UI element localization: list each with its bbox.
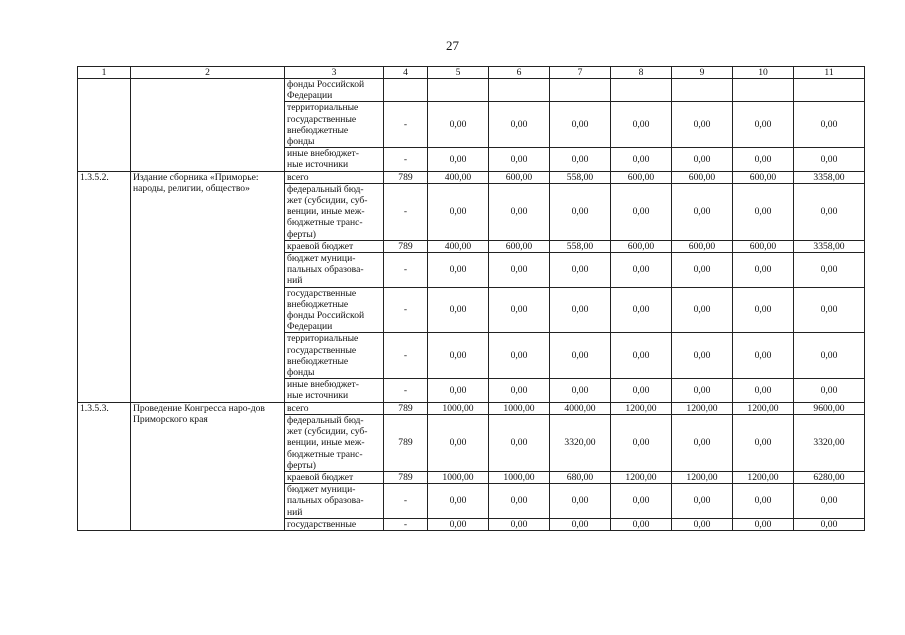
value-cell [611,79,672,102]
funding-source-line: ферты) [287,459,316,471]
funding-source-line: ные источники [287,390,349,402]
value-cell: 600,00 [733,240,794,252]
funding-source-line: фонды [287,136,315,148]
funding-source [285,379,384,402]
value-cell: 0,00 [794,183,865,240]
value-cell: 1000,00 [489,402,550,414]
value-cell: 0,00 [550,253,611,288]
value-cell: 0,00 [550,484,611,519]
table-row [78,402,865,414]
value-cell: 789 [384,240,428,252]
value-cell: 0,00 [794,379,865,402]
value-cell: 1200,00 [611,471,672,483]
value-cell: 0,00 [550,379,611,402]
value-cell: 3320,00 [794,414,865,471]
value-cell: 0,00 [794,102,865,148]
value-cell [672,79,733,102]
value-cell: 0,00 [611,484,672,519]
value-cell: 0,00 [611,253,672,288]
value-cell: - [384,518,428,530]
value-cell: 0,00 [550,148,611,171]
funding-source-line: всего [287,402,309,414]
funding-source [285,471,384,483]
value-cell: 0,00 [428,253,489,288]
value-cell: 0,00 [489,414,550,471]
value-cell: 0,00 [550,287,611,333]
value-cell: 0,00 [672,148,733,171]
funding-source-line: краевой бюджет [287,240,354,252]
value-cell: 0,00 [733,414,794,471]
funding-source-line: фонды Российской [287,79,365,90]
column-number: 11 [794,67,865,79]
value-cell: 600,00 [672,171,733,183]
value-cell: 0,00 [428,287,489,333]
value-cell: 0,00 [794,333,865,379]
funding-source-line: государственные [287,287,357,299]
funding-source-line: государственные [287,113,357,125]
value-cell: 0,00 [672,102,733,148]
value-cell: 0,00 [672,379,733,402]
funding-source-line: территориальные [287,102,359,114]
table-row [78,79,865,102]
value-cell: 0,00 [733,287,794,333]
value-cell: 0,00 [550,518,611,530]
value-cell: 0,00 [672,183,733,240]
value-cell: 0,00 [489,484,550,519]
column-number: 7 [550,67,611,79]
item-name: Проведение Конгресса наро-дов Приморского края [131,402,285,530]
value-cell [794,79,865,102]
item-name [131,79,285,172]
column-number: 6 [489,67,550,79]
value-cell: 1000,00 [428,402,489,414]
value-cell [428,79,489,102]
value-cell: 600,00 [611,240,672,252]
value-cell: 0,00 [672,333,733,379]
value-cell: 0,00 [733,102,794,148]
funding-source-line: венции, иные меж- [287,437,365,449]
funding-source-line: иные внебюджет- [287,148,359,160]
funding-source-line: жет (субсидии, суб- [287,426,368,438]
value-cell: 0,00 [489,333,550,379]
funding-source [285,287,384,333]
value-cell: 0,00 [672,253,733,288]
funding-source-line: ний [287,275,303,287]
budget-table [77,66,865,531]
value-cell: - [384,148,428,171]
funding-source [285,183,384,240]
funding-source-line: Федерации [287,90,333,102]
funding-source-line: внебюджетные [287,124,349,136]
value-cell: - [384,253,428,288]
value-cell: 1200,00 [611,402,672,414]
value-cell: 0,00 [733,518,794,530]
funding-source-line: федеральный бюд- [287,414,364,426]
column-number: 5 [428,67,489,79]
value-cell: 0,00 [428,102,489,148]
funding-source-line: государственные [287,344,357,356]
value-cell: 9600,00 [794,402,865,414]
value-cell: 0,00 [428,379,489,402]
value-cell [489,79,550,102]
value-cell: 0,00 [489,518,550,530]
value-cell: 1000,00 [428,471,489,483]
value-cell: 1200,00 [733,402,794,414]
value-cell: 3358,00 [794,171,865,183]
value-cell: 0,00 [672,484,733,519]
funding-source-line: венции, иные меж- [287,206,365,218]
funding-source [285,240,384,252]
funding-source [285,253,384,288]
item-code: 1.3.5.2. [78,171,131,402]
funding-source [285,148,384,171]
value-cell: 600,00 [733,171,794,183]
value-cell: 789 [384,414,428,471]
funding-source [285,402,384,414]
funding-source-line: фонды Российской [287,310,365,322]
item-name: Издание сборника «Приморье: народы, религии, общество» [131,171,285,402]
value-cell: 0,00 [550,333,611,379]
value-cell: 0,00 [733,484,794,519]
value-cell: 0,00 [611,414,672,471]
funding-source-line: внебюджетные [287,298,349,310]
funding-source [285,518,384,530]
column-number: 8 [611,67,672,79]
value-cell: 600,00 [489,240,550,252]
funding-source-line: иные внебюджет- [287,379,359,391]
funding-source [285,171,384,183]
value-cell: 4000,00 [550,402,611,414]
value-cell: 558,00 [550,171,611,183]
value-cell: 0,00 [489,253,550,288]
funding-source-line: краевой бюджет [287,471,354,483]
value-cell: 0,00 [428,148,489,171]
funding-source [285,79,384,102]
column-number: 10 [733,67,794,79]
value-cell: 0,00 [794,287,865,333]
value-cell: - [384,102,428,148]
value-cell: 680,00 [550,471,611,483]
funding-source-line: ные источники [287,159,349,171]
value-cell: - [384,333,428,379]
funding-source-line: пальных образова- [287,264,364,276]
funding-source [285,484,384,519]
value-cell: 0,00 [428,518,489,530]
page-number: 27 [446,38,459,53]
value-cell: 0,00 [611,333,672,379]
value-cell: 600,00 [672,240,733,252]
value-cell: 0,00 [672,287,733,333]
value-cell: 0,00 [672,414,733,471]
funding-source-line: внебюджетные [287,355,349,367]
funding-source-line: фонды [287,367,315,379]
value-cell: 0,00 [733,148,794,171]
funding-source-line: ферты) [287,228,316,240]
value-cell: - [384,287,428,333]
value-cell: 6280,00 [794,471,865,483]
value-cell [733,79,794,102]
value-cell: 0,00 [428,414,489,471]
value-cell: 0,00 [489,183,550,240]
value-cell: 0,00 [489,379,550,402]
value-cell: 0,00 [489,287,550,333]
funding-source [285,102,384,148]
value-cell: 0,00 [428,333,489,379]
funding-source-line: территориальные [287,333,359,345]
value-cell: 0,00 [611,518,672,530]
value-cell: 1200,00 [733,471,794,483]
value-cell: 0,00 [489,148,550,171]
value-cell: 600,00 [611,171,672,183]
value-cell: - [384,484,428,519]
funding-source-line: бюджетные транс- [287,217,363,229]
value-cell: 0,00 [733,183,794,240]
value-cell: 0,00 [611,102,672,148]
funding-source [285,333,384,379]
funding-source-line: Федерации [287,321,333,333]
value-cell: - [384,183,428,240]
funding-source-line: жет (субсидии, суб- [287,195,368,207]
funding-source-line: бюджетные транс- [287,448,363,460]
value-cell: 0,00 [428,183,489,240]
value-cell: 789 [384,471,428,483]
funding-source-line: всего [287,171,309,183]
value-cell: 3320,00 [550,414,611,471]
value-cell: 0,00 [428,484,489,519]
value-cell: 1200,00 [672,471,733,483]
funding-source-line: государственные [287,518,357,530]
column-number: 3 [285,67,384,79]
item-code [78,79,131,172]
funding-source-line: пальных образова- [287,495,364,507]
value-cell: 0,00 [611,287,672,333]
value-cell: 0,00 [550,102,611,148]
value-cell: 558,00 [550,240,611,252]
value-cell: 0,00 [794,484,865,519]
value-cell: 600,00 [489,171,550,183]
value-cell [384,79,428,102]
value-cell: 400,00 [428,240,489,252]
value-cell: 3358,00 [794,240,865,252]
value-cell: 0,00 [611,379,672,402]
header-row [78,67,865,79]
value-cell: 0,00 [550,183,611,240]
value-cell: 0,00 [733,379,794,402]
funding-source-line: бюджет муници- [287,253,356,265]
column-number: 9 [672,67,733,79]
value-cell: 0,00 [611,148,672,171]
funding-source [285,414,384,471]
value-cell: - [384,379,428,402]
column-number: 2 [131,67,285,79]
table-row [78,171,865,183]
value-cell: 789 [384,171,428,183]
funding-source-line: федеральный бюд- [287,183,364,195]
value-cell: 0,00 [672,518,733,530]
column-number: 4 [384,67,428,79]
value-cell: 0,00 [794,148,865,171]
value-cell: 0,00 [611,183,672,240]
funding-source-line: ний [287,506,303,518]
value-cell: 0,00 [794,518,865,530]
value-cell: 0,00 [489,102,550,148]
value-cell: 400,00 [428,171,489,183]
value-cell [550,79,611,102]
value-cell: 0,00 [733,253,794,288]
value-cell: 0,00 [733,333,794,379]
value-cell: 1200,00 [672,402,733,414]
funding-source-line: бюджет муници- [287,484,356,496]
value-cell: 789 [384,402,428,414]
value-cell: 0,00 [794,253,865,288]
column-number: 1 [78,67,131,79]
value-cell: 1000,00 [489,471,550,483]
item-code: 1.3.5.3. [78,402,131,530]
